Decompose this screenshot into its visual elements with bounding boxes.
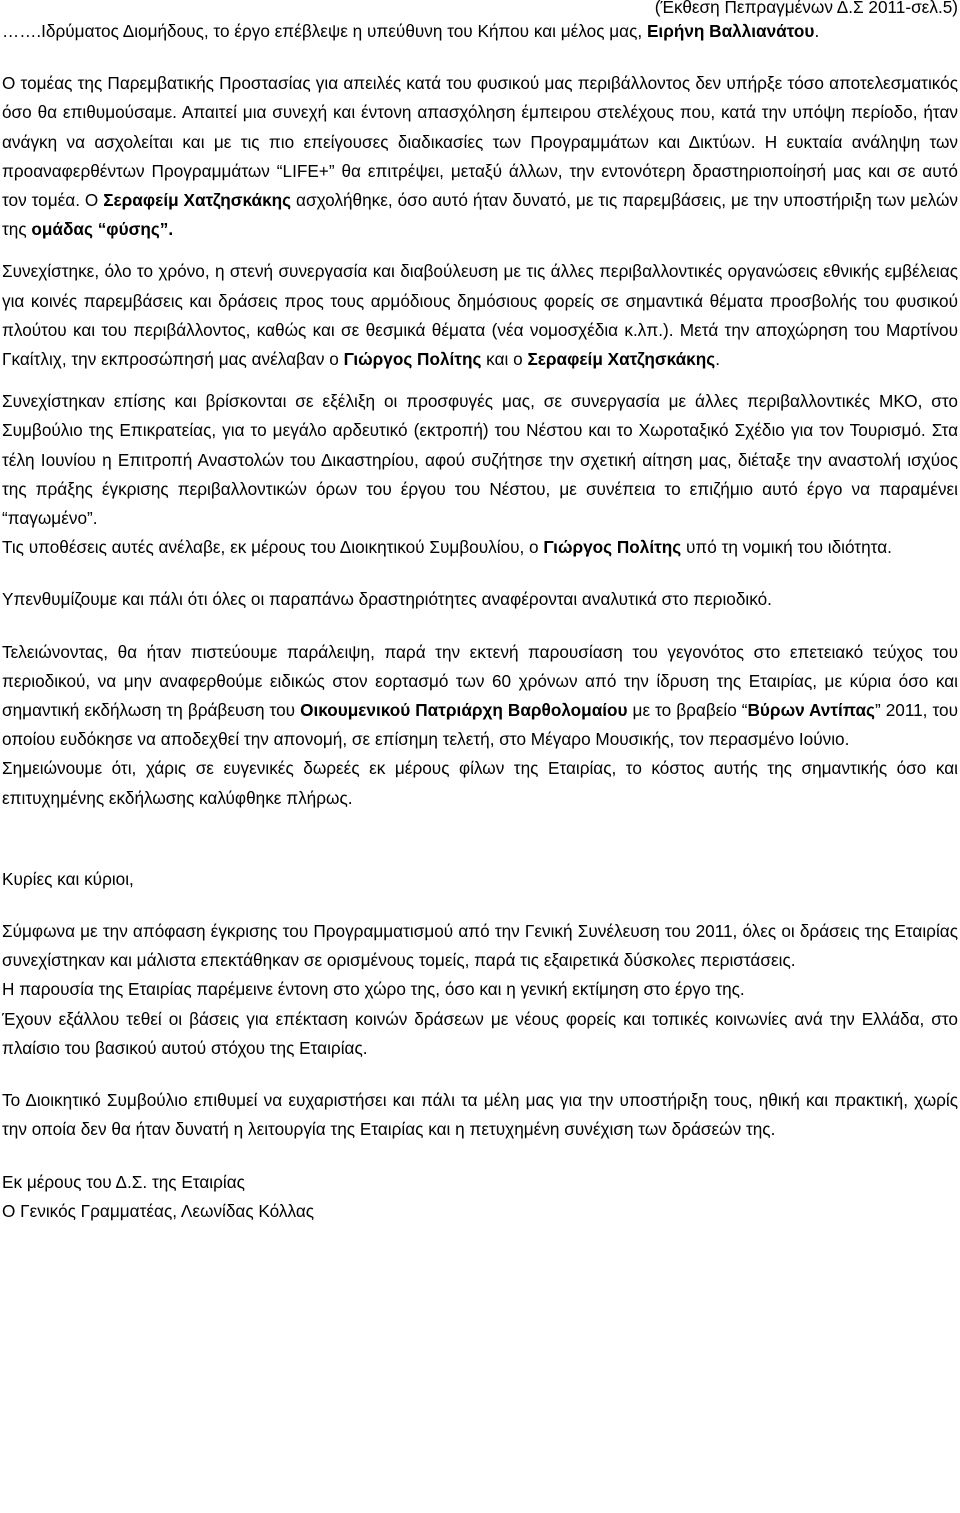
salutation: Κυρίες και κύριοι,	[2, 868, 134, 889]
page-header: (Έκθεση Πεπραγμένων Δ.Σ 2011-σελ.5)	[654, 0, 958, 17]
paragraph-appeals: Συνεχίστηκαν επίσης και βρίσκονται σε εξέλιξη οι προσφυγές μας, σε συνεργασία με άλλες περιβαλλοντικές ΜΚΟ, στο Συμβούλιο της Επικρατείας, για το μεγάλο αρδευτικό (εκτροπή) του Νέστου και το Χωροταξικό Σχέδιο για τον Τουρισμό. Στα τέλη Ιουνίου η Επιτροπή Αναστολών του Δικαστηρίου, αφού συζήτησε την σχετική αίτηση μας, διέταξε την αναστολή ισχύος της πράξης έγκρισης περιβαλλοντικών όρων του έργου του Νέστου, με συνέπεια το επιζήμιο αυτό έργο να παραμένει “παγωμένο”.	[2, 391, 958, 529]
paragraph-donations: Σημειώνουμε ότι, χάρις σε ευγενικές δωρεές εκ μέρους φίλων της Εταιρίας, το κόστος αυτής της σημαντικής όσο και επιτυχημένης εκδήλωσης καλύφθηκε πλήρως.	[2, 758, 958, 808]
signature-line-1: Εκ μέρους του Δ.Σ. της Εταιρίας	[2, 1171, 245, 1192]
name-highlight: Γιώργος Πολίτης	[543, 537, 682, 558]
name-highlight: Οικουμενικού Πατριάρχη Βαρθολομαίου	[300, 700, 628, 721]
paragraph-programme: Σύμφωνα με την απόφαση έγκρισης του Προγραμματισμού από την Γενική Συνέλευση του 2011, όλες οι δράσεις της Εταιρίας συνεχίστηκαν και μάλιστα επεκτάθηκαν σε ορισμένους τομείς, παρά τις εξαιρετικά δύσκολες περιστάσεις.	[2, 921, 958, 971]
paragraph-anniversary: Τελειώνοντας, θα ήταν πιστεύουμε παράλειψη, παρά την εκτενή παρουσίαση του γεγονότος στο επετειακό τεύχος του περιοδικού, να μην αναφερθούμε ειδικώς στον εορτασμό των 60 χρόνων από την ίδρυση της Εταιρίας, με κύρια όσο και σημαντική εκδήλωση τη βράβευση του Οικουμενικού Πατριάρχη Βαρθολομαίου με το βραβείο “Βύρων Αντίπας” 2011, του οποίου ευδόκησε να αποδεχθεί την απονομή, σε επίσημη τελετή, στο Μέγαρο Μουσικής, τον περασμένο Ιούνιο.	[2, 641, 958, 750]
name-highlight: Γιώργος Πολίτης	[343, 349, 482, 370]
paragraph-presence: Η παρουσία της Εταιρίας παρέμεινε έντονη στο χώρο της, όσο και η γενική εκτίμηση στο έργο της.	[2, 979, 745, 1000]
award-highlight: Βύρων Αντίπας	[747, 700, 875, 721]
paragraph-protection: Ο τομέας της Παρεμβατικής Προστασίας για απειλές κατά του φυσικού μας περιβάλλοντος δεν υπήρξε τόσο αποτελεσματικός όσο θα επιθυμούσαμε. Απαιτεί μια συνεχή και έντονη απασχόληση έμπειρου στελέχους που, κατά την υπόψη περίοδο, ήταν ανάγκη να ασχολείται και με τις πιο επείγουσες διαδικασίες των Προγραμμάτων και Δικτύων. Η ευκταία ανάληψη των προαναφερθέντων Προγραμμάτων “LIFE+” θα επιτρέψει, μεταξύ άλλων, την εντονότερη δραστηριοποίησή μας και σε αυτό τον τομέα. Ο Σεραφείμ Χατζησκάκης ασχολήθηκε, όσο αυτό ήταν δυνατό, με τις παρεμβάσεις, με την υποστήριξη των μελών της ομάδας “φύσης”.	[2, 73, 958, 240]
signature-line-2: Ο Γενικός Γραμματέας, Λεωνίδας Κόλλας	[2, 1200, 315, 1221]
paragraph-cooperation: Συνεχίστηκε, όλο το χρόνο, η στενή συνεργασία και διαβούλευση με τις άλλες περιβαλλοντικές οργανώσεις εθνικής εμβέλειας για κοινές παρεμβάσεις και δράσεις προς τους αρμόδιους δημόσιους φορείς σε σημαντικά θέματα προσβολής του φυσικού πλούτου και του περιβάλλοντος, καθώς και σε θεσμικά θέματα (νέα νομοσχέδια κ.λπ.). Μετά την αποχώρηση του Μαρτίνου Γκαίτλιχ, την εκπροσώπησή μας ανέλαβαν ο Γιώργος Πολίτης και ο Σεραφείμ Χατζησκάκης.	[2, 261, 958, 370]
name-highlight: Σεραφείμ Χατζησκάκης	[103, 190, 292, 211]
paragraph-garden: …….Ιδρύματος Διομήδους, το έργο επέβλεψε η υπεύθυνη του Κήπου και μέλος μας, Ειρήνη Βαλλιανάτου.	[2, 21, 820, 41]
paragraph-expansion: Έχουν εξάλλου τεθεί οι βάσεις για επέκταση κοινών δράσεων με νέους φορείς και τοπικές κοινωνίες ανά την Ελλάδα, στο πλαίσιο του βασικού αυτού στόχου της Εταιρίας.	[2, 1008, 958, 1058]
paragraph-cases: Τις υποθέσεις αυτές ανέλαβε, εκ μέρους του Διοικητικού Συμβουλίου, ο Γιώργος Πολίτης υπό τη νομική του ιδιότητα.	[2, 537, 892, 558]
group-highlight: ομάδας “φύσης”.	[31, 219, 174, 240]
name-highlight: Ειρήνη Βαλλιανάτου	[646, 21, 815, 41]
name-highlight: Σεραφείμ Χατζησκάκης	[527, 349, 716, 370]
paragraph-thanks: Το Διοικητικό Συμβούλιο επιθυμεί να ευχαριστήσει και πάλι τα μέλη μας για την υποστήριξη τους, ηθική και πρακτική, χωρίς την οποία δεν θα ήταν δυνατή η λειτουργία της Εταιρίας και η πετυχημένη συνέχιση των δράσεών της.	[2, 1090, 958, 1140]
paragraph-reminder: Υπενθυμίζουμε και πάλι ότι όλες οι παραπάνω δραστηριότητες αναφέρονται αναλυτικά στο περιοδικό.	[2, 589, 772, 610]
